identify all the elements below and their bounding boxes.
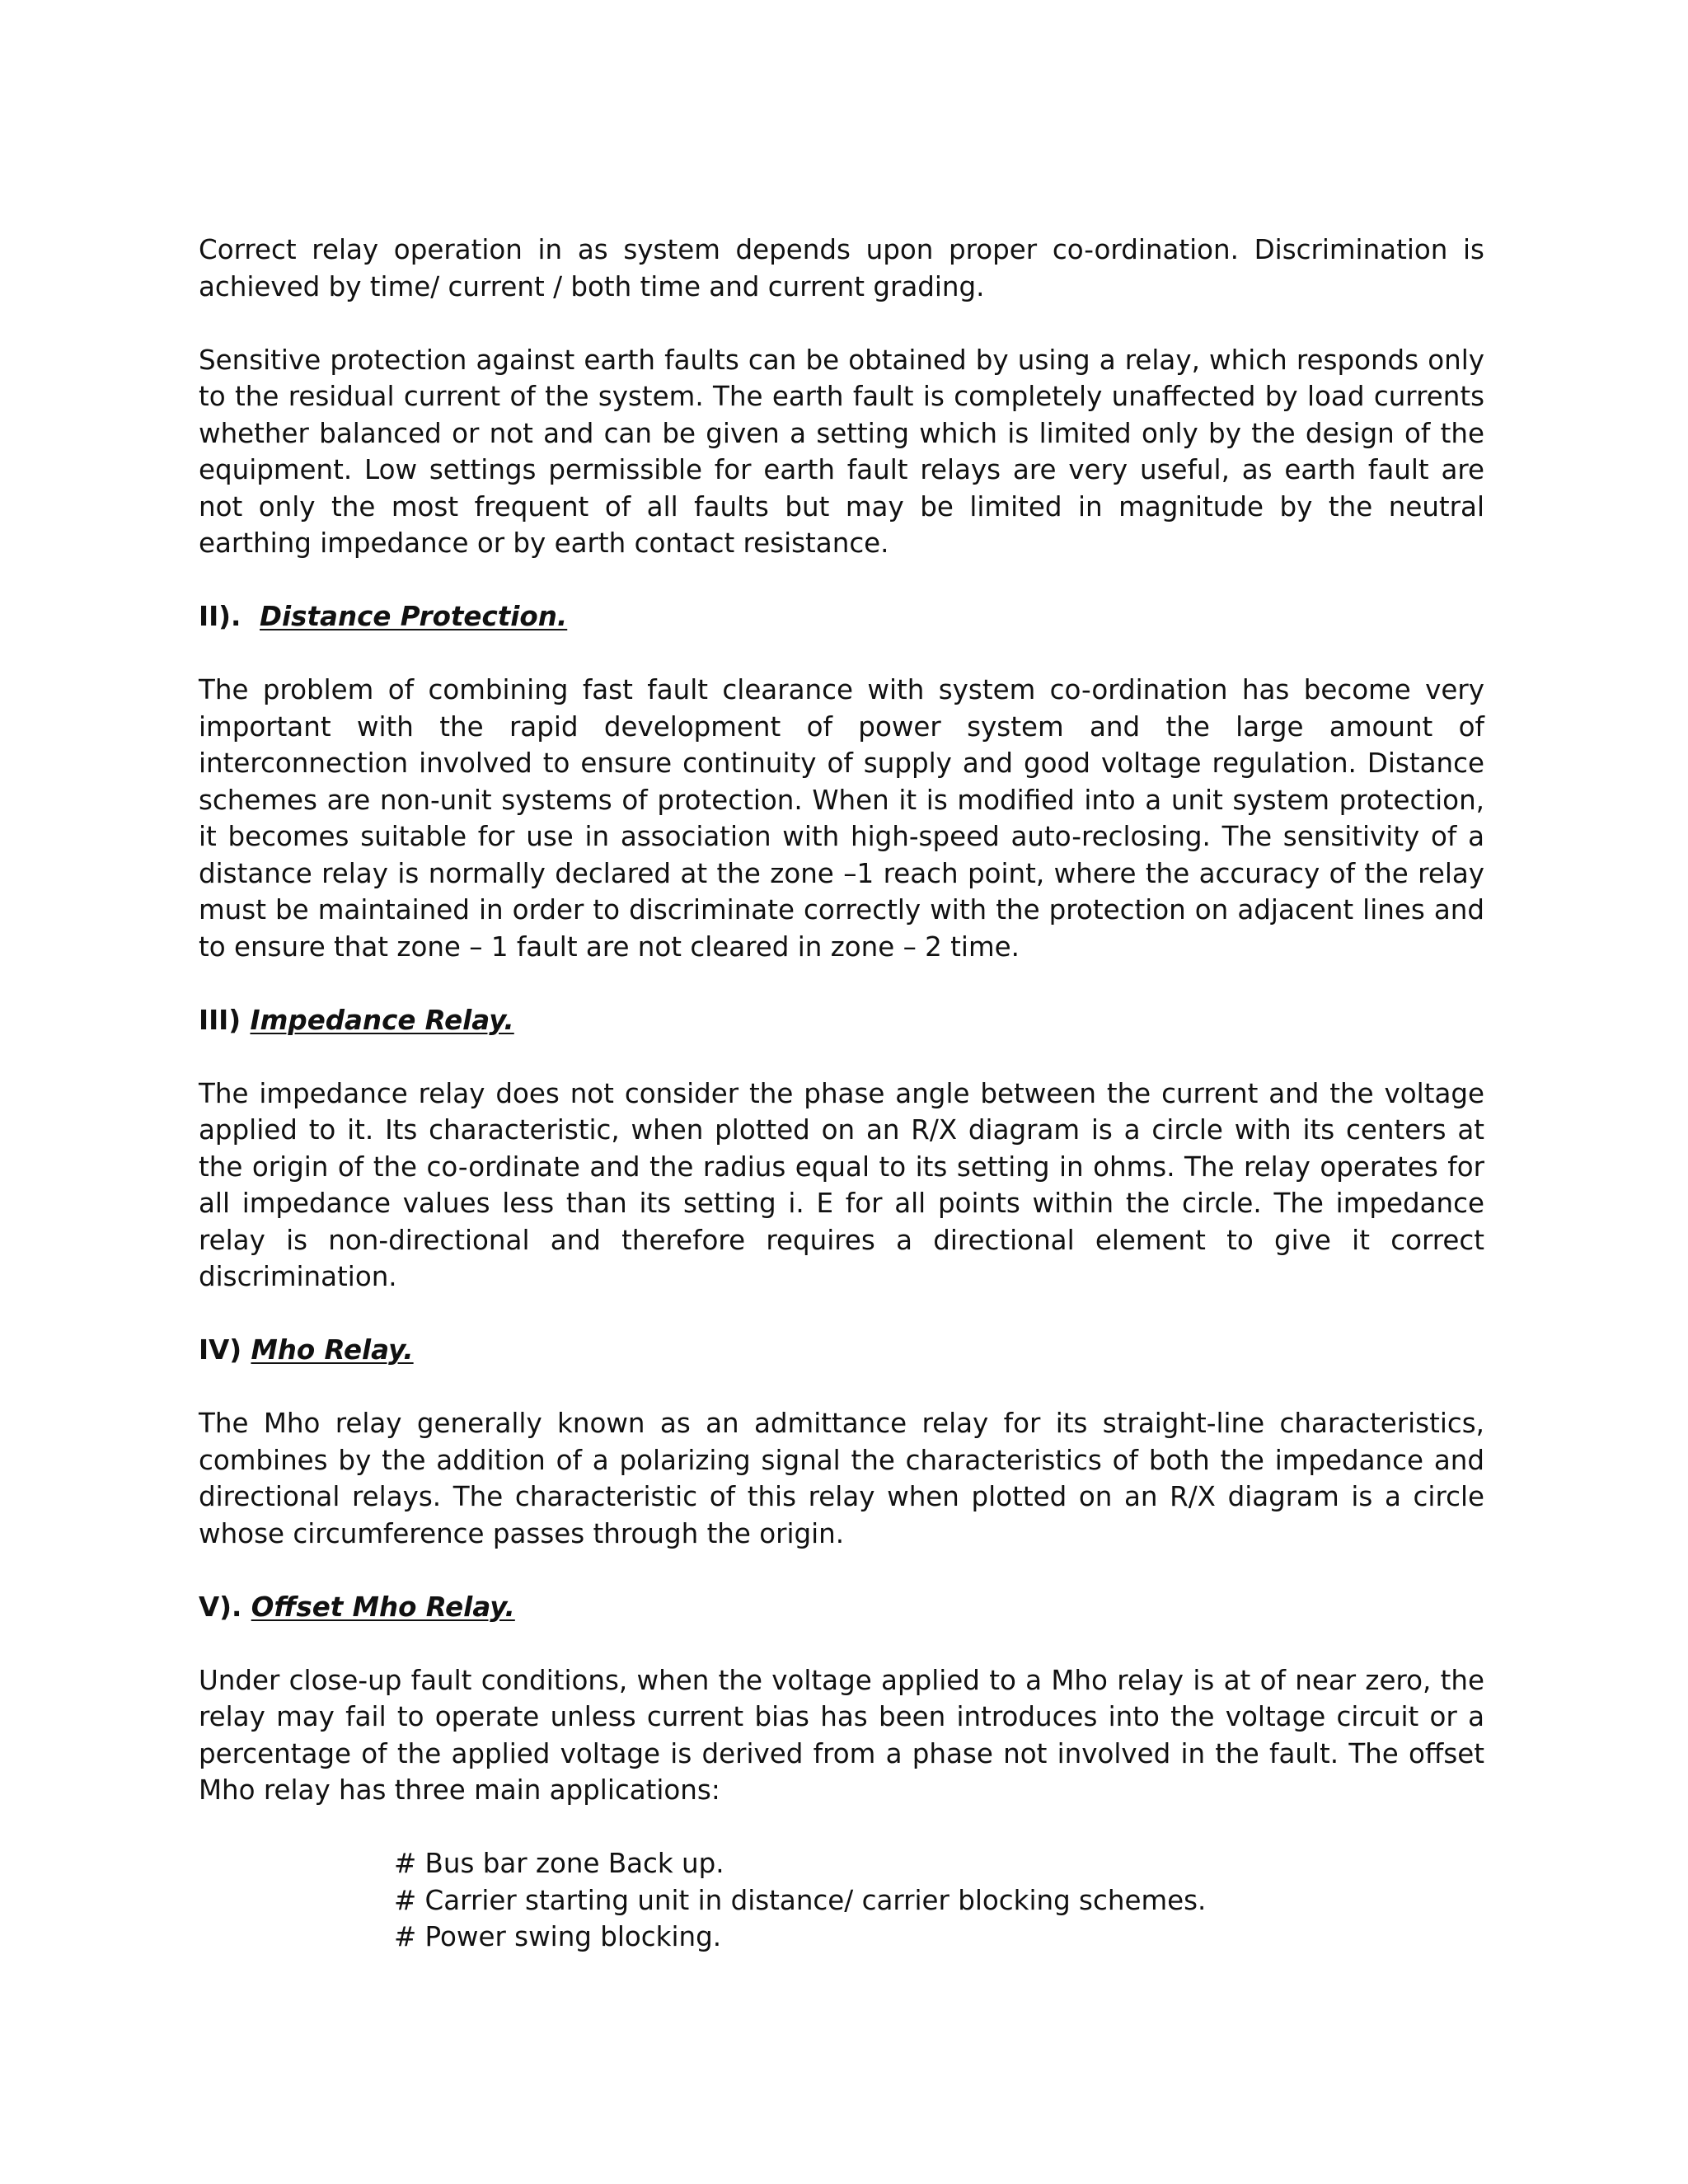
section-title: Distance Protection. [260,601,568,632]
paragraph-earth-fault: Sensitive protection against earth faults can be obtained by using a relay, which responds only to the residual current of the system. The earth fault is completely unaffected by load currents whether balanced or not and can be given a setting which is limited only by the design of the equipment. Low settings permissible for earth fault relays are very useful, as earth fault are not only the most frequent of all faults but may be limited in magnitude by the neutral earthing impedance or by earth contact resistance. [199,344,1484,559]
section-title: Offset Mho Relay. [251,1591,515,1623]
section-title: Impedance Relay. [250,1004,514,1036]
section-number: IV) [199,1334,242,1366]
paragraph-coordination: Correct relay operation in as system depends upon proper co-ordination. Discrimination is achieved by time/ current / both time and current grading. [199,234,1484,302]
applications-list [199,1845,1484,1956]
paragraph-mho-relay: The Mho relay generally known as an admittance relay for its straight-line characteristics, combines by the addition of a polarizing signal the characteristics of both the impedance and directional relays. The characteristic of this relay when plotted on an R/X diagram is a circle whose circumference passes through the origin. [199,1408,1484,1549]
heading-offset-mho-relay [199,1589,1484,1626]
heading-distance-protection [199,598,1484,635]
section-number: III) [199,1004,241,1036]
paragraph-offset-mho-relay: Under close-up fault conditions, when the voltage applied to a Mho relay is at of near zero, the relay may fail to operate unless current bias has been introduces into the voltage circuit or a percentage of the applied voltage is derived from a phase not involved in the fault. The offset Mho relay has three main applications: [199,1664,1484,1806]
heading-impedance-relay [199,1002,1484,1039]
heading-mho-relay [199,1332,1484,1369]
section-title: Mho Relay. [251,1334,414,1366]
document-page [199,232,1484,1956]
section-number: II). [199,601,241,632]
paragraph-impedance-relay: The impedance relay does not consider the phase angle between the current and the voltage applied to it. Its characteristic, when plotted on an R/X diagram is a circle with its centers at the origin of the co-ordinate and the radius equal to its setting in ohms. The relay operates for all impedance values less than its setting i. E for all points within the circle. The impedance relay is non-directional and therefore requires a directional element to give it correct discrimination. [199,1077,1484,1292]
paragraph-distance-protection: The problem of combining fast fault clearance with system co-ordination has become very important with the rapid development of power system and the large amount of interconnection involved to ensure continuity of supply and good voltage regulation. Distance schemes are non-unit systems of protection. When it is modified into a unit system protection, it becomes suitable for use in association with high-speed auto-reclosing. The sensitivity of a distance relay is normally declared at the zone –1 reach point, where the accuracy of the relay must be maintained in order to discriminate correctly with the protection on adjacent lines and to ensure that zone – 1 fault are not cleared in zone – 2 time. [199,674,1484,963]
section-number: V). [199,1591,242,1623]
list-item: # Carrier starting unit in distance/ carrier blocking schemes. [394,1884,1207,1916]
list-item: # Bus bar zone Back up. [394,1848,724,1879]
list-item: # Power swing blocking. [394,1921,722,1952]
